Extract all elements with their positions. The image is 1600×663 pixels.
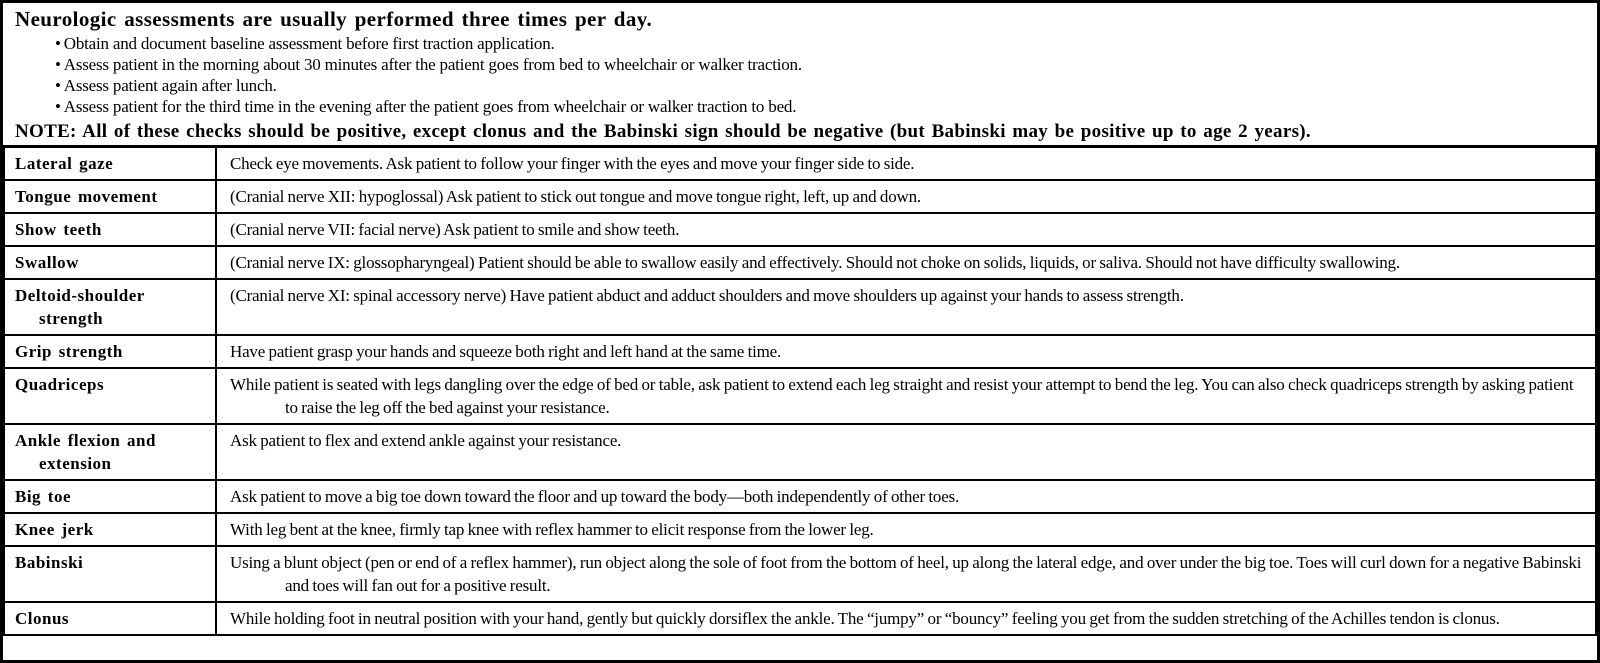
bullet-text: Obtain and document baseline assessment before first traction application. <box>63 34 555 53</box>
table-row <box>4 180 1596 213</box>
assessment-name-cell: Grip strength <box>4 335 216 368</box>
list-item <box>15 33 1587 54</box>
assessment-description-cell: Ask patient to move a big toe down toward the floor and up toward the body—both independently of other toes. <box>216 480 1596 513</box>
table-row <box>4 147 1596 181</box>
table-row <box>4 424 1596 480</box>
assessment-description-cell: While patient is seated with legs dangling over the edge of bed or table, ask patient to extend each leg straight and resist your attempt to bend the leg. You can also check quadriceps strength by asking patient to raise the leg off the bed against your resistance. <box>216 368 1596 424</box>
assessment-name-cell: Knee jerk <box>4 513 216 546</box>
assessment-description-cell: (Cranial nerve VII: facial nerve) Ask patient to smile and show teeth. <box>216 213 1596 246</box>
assessment-name-cell: Clonus <box>4 602 216 635</box>
assessment-name-cell: Lateral gaze <box>4 147 216 181</box>
bullet-icon: • <box>55 76 61 95</box>
assessment-name-cell: Big toe <box>4 480 216 513</box>
bullet-icon: • <box>55 55 61 74</box>
note-text: NOTE: All of these checks should be positive, except clonus and the Babinski sign should be negative (but Babinski may be positive up to age 2 years). <box>15 121 1311 142</box>
assessment-description-cell: (Cranial nerve XI: spinal accessory nerve) Have patient abduct and adduct shoulders and move shoulders up against your hands to assess strength. <box>216 279 1596 335</box>
table-row <box>4 279 1596 335</box>
bullet-text: Assess patient in the morning about 30 minutes after the patient goes from bed to wheelchair or walker traction. <box>63 55 802 74</box>
assessment-description-cell: Have patient grasp your hands and squeeze both right and left hand at the same time. <box>216 335 1596 368</box>
assessment-description-cell: While holding foot in neutral position with your hand, gently but quickly dorsiflex the ankle. The “jumpy” or “bouncy” feeling you get from the sudden stretching of the Achilles tendon is clonus. <box>216 602 1596 635</box>
table-row <box>4 513 1596 546</box>
table-row <box>4 546 1596 602</box>
page-title: Neurologic assessments are usually performed three times per day. <box>15 7 653 31</box>
assessment-description-cell: With leg bent at the knee, firmly tap knee with reflex hammer to elicit response from the lower leg. <box>216 513 1596 546</box>
bullet-text: Assess patient for the third time in the evening after the patient goes from wheelchair or walker traction to bed. <box>63 97 797 116</box>
table-row <box>4 368 1596 424</box>
assessment-description-cell: Check eye movements. Ask patient to follow your finger with the eyes and move your finger side to side. <box>216 147 1596 181</box>
assessment-name-cell: Quadriceps <box>4 368 216 424</box>
table-row <box>4 602 1596 635</box>
assessment-name-cell: Tongue movement <box>4 180 216 213</box>
bullet-text: Assess patient again after lunch. <box>63 76 277 95</box>
assessment-name-cell: Deltoid-shoulder strength <box>4 279 216 335</box>
table-row <box>4 213 1596 246</box>
assessment-name-cell: Babinski <box>4 546 216 602</box>
assessment-name-cell: Show teeth <box>4 213 216 246</box>
table-row <box>4 480 1596 513</box>
header-section <box>3 3 1597 145</box>
table-row <box>4 246 1596 279</box>
assessment-name-cell: Swallow <box>4 246 216 279</box>
bullet-icon: • <box>55 97 61 116</box>
assessment-name-cell: Ankle flexion and extension <box>4 424 216 480</box>
table-row <box>4 335 1596 368</box>
bullet-list <box>15 33 1587 117</box>
list-item <box>15 75 1587 96</box>
assessment-description-cell: Using a blunt object (pen or end of a reflex hammer), run object along the sole of foot from the bottom of heel, up along the lateral edge, and over under the big toe. Toes will curl down for a negative Babinski and toes will fan out for a positive result. <box>216 546 1596 602</box>
bullet-icon: • <box>55 34 61 53</box>
assessment-description-cell: Ask patient to flex and extend ankle against your resistance. <box>216 424 1596 480</box>
assessment-description-cell: (Cranial nerve XII: hypoglossal) Ask patient to stick out tongue and move tongue right, left, up and down. <box>216 180 1596 213</box>
list-item <box>15 96 1587 117</box>
assessments-table <box>3 145 1597 636</box>
list-item <box>15 54 1587 75</box>
assessment-description-cell: (Cranial nerve IX: glossopharyngeal) Patient should be able to swallow easily and effectively. Should not choke on solids, liquids, or saliva. Should not have difficulty swallowing. <box>216 246 1596 279</box>
